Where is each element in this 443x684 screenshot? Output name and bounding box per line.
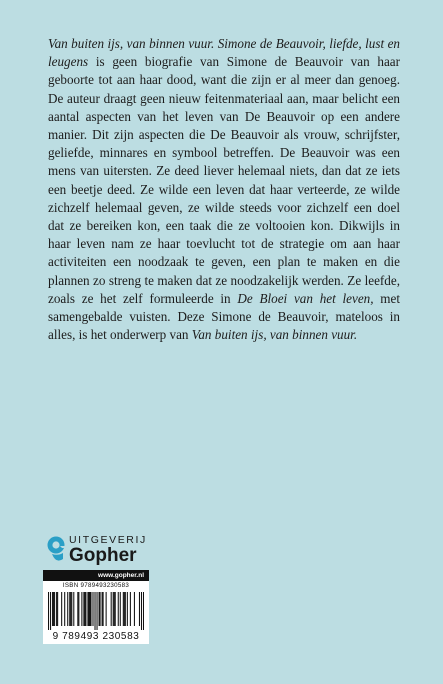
barcode-bar <box>90 592 91 626</box>
barcode-bar <box>52 592 53 626</box>
barcode-bar <box>113 592 114 626</box>
barcode-bar <box>64 592 65 626</box>
back-cover-blurb <box>48 35 400 344</box>
barcode-bar <box>100 592 101 626</box>
barcode-bar <box>81 592 82 626</box>
blurb-book-title: De Bloei van het leven, <box>237 290 374 306</box>
publisher-website: www.gopher.nl <box>43 570 149 581</box>
barcode-bar <box>92 592 93 626</box>
barcode-bar <box>102 592 103 626</box>
blurb-text-2: met samengebalde vuisten. Deze Simone de Beauvoir, mateloos in alles, is het onderwerp van <box>48 290 400 343</box>
barcode-bar <box>134 592 135 626</box>
blurb-title: Van buiten ijs, van binnen vuur. Simone de Beauvoir, liefde, lust en leugens <box>48 36 400 70</box>
isbn-text: ISBN 9789493230583 <box>62 582 130 589</box>
barcode-bar <box>130 592 131 626</box>
barcode-bar <box>70 592 71 626</box>
barcode-bar <box>57 592 58 626</box>
isbn-barcode <box>43 570 149 644</box>
barcode-bar <box>123 592 124 626</box>
barcode-bar <box>53 592 54 626</box>
barcode-bar <box>71 592 72 626</box>
barcode-bar <box>87 592 88 626</box>
barcode-bar <box>139 592 140 626</box>
publisher-name: Gopher <box>69 545 137 567</box>
barcode-bar <box>124 592 125 626</box>
barcode-bar <box>115 592 116 626</box>
barcode-bar <box>73 592 74 626</box>
barcode-bar <box>84 592 85 626</box>
barcode-bar <box>106 592 107 626</box>
barcode-bar <box>127 592 128 626</box>
barcode-bar <box>88 592 89 626</box>
barcode-bar <box>94 592 95 630</box>
publisher-logo <box>46 534 147 566</box>
blurb-closing-title: Van buiten ijs, van binnen vuur. <box>191 327 358 343</box>
barcode-bar <box>89 592 90 626</box>
barcode-bar <box>54 592 55 626</box>
barcode-bar <box>118 592 119 626</box>
barcode-bar <box>61 592 62 626</box>
barcode-bar <box>56 592 57 626</box>
barcode-bar <box>83 592 84 626</box>
barcode-bar <box>85 592 86 626</box>
barcode-bar <box>141 592 142 630</box>
barcode-bar <box>125 592 126 626</box>
barcode-bar <box>120 592 121 626</box>
ean-digits: 9 789493 230583 <box>52 631 140 642</box>
barcode-bar <box>77 592 78 626</box>
barcode-bar <box>97 592 98 630</box>
barcode-bar <box>114 592 115 626</box>
barcode-bar <box>78 592 79 626</box>
barcode-bar <box>99 592 100 626</box>
barcode-bar <box>48 592 49 630</box>
barcode-bar <box>103 592 104 626</box>
barcode-bar <box>143 592 144 630</box>
gopher-logo-icon <box>46 534 66 566</box>
blurb-text-1: is geen biografie van Simone de Beauvoir van haar geboorte tot aan haar dood, want die zijn er al meer dan genoeg. De auteur draagt geen nieuw feitenmateriaal aan, maar belicht een aantal aspecten van het leven van De Beauvoir op een andere manier. Dit zijn aspecten die De Beauvoir als vrouw, schrijfster, geliefde, minnares en symbool betreffen. De Beauvoir was een mens van uitersten. Ze deed liever helemaal niets, dan dat ze iets een beetje deed. Ze wilde een leven dat haar verteerde, ze wilde zichzelf helemaal geven, ze wilde steeds voor zichzelf een doel dat ze bereiken kon, een taak die ze voltooien kon. Dikwijls in haar leven nam ze haar toevlucht tot de strategie om aan haar activiteiten een noodzaak te geven, een plan te maken en die plannen zo streng te maken dat ze noodzakelijk werden. Ze leefde, zoals ze het zelf formuleerde in <box>48 54 400 306</box>
barcode-bar <box>50 592 51 630</box>
barcode-bars <box>48 592 144 630</box>
barcode-bar <box>69 592 70 626</box>
publisher-label: UITGEVERIJ <box>69 533 147 546</box>
barcode-bar <box>111 592 112 626</box>
barcode-bar <box>67 592 68 626</box>
